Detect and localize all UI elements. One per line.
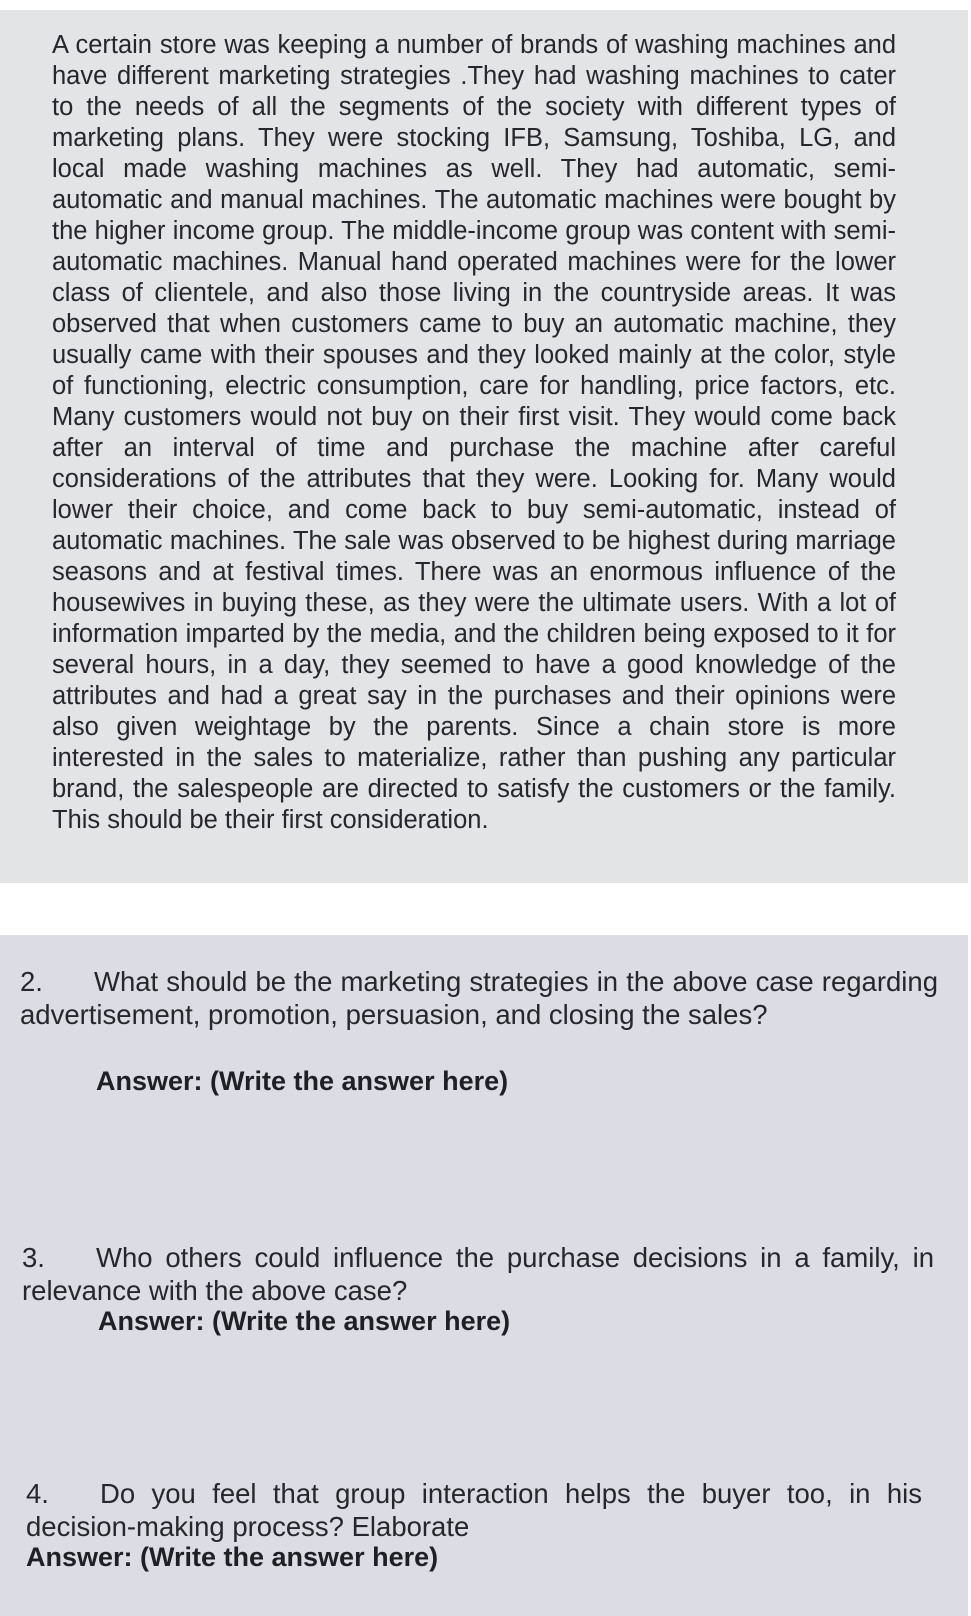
question-number: 3. (22, 1242, 45, 1273)
questions-panel (0, 935, 968, 1616)
question-text: Who others could influence the purchase decisions in a family, in relevance with the above case? (22, 1242, 934, 1306)
question-2 (20, 965, 938, 1031)
question-4 (26, 1477, 922, 1543)
case-study-panel (0, 10, 968, 883)
case-study-paragraph: A certain store was keeping a number of brands of washing machines and have different marketing strategies .They had washing machines to cater to the needs of all the segments of the society with different types of marketing plans. They were stocking IFB, Samsung, Toshiba, LG, and local made washing machines as well. They had automatic, semi-automatic and manual machines. The automatic machines were bought by the higher income group. The middle-income group was content with semi-automatic machines. Manual hand operated machines were for the lower class of clientele, and also those living in the countryside areas. It was observed that when customers came to buy an automatic machine, they usually came with their spouses and they looked mainly at the color, style of functioning, electric consumption, care for handling, price factors, etc. Many customers would not buy on their first visit. They would come back after an interval of time and purchase the machine after careful considerations of the attributes that they were. Looking for. Many would lower their choice, and come back to buy semi-automatic, instead of automatic machines. The sale was observed to be highest during marriage seasons and at festival times. There was an enormous influence of the housewives in buying these, as they were the ultimate users. With a lot of information imparted by the media, and the children being exposed to it for several hours, in a day, they seemed to have a good knowledge of the attributes and had a great say in the purchases and their opinions were also given weightage by the parents. Since a chain store is more interested in the sales to materialize, rather than pushing any particular brand, the salespeople are directed to satisfy the customers or the family. This should be their first consideration. (52, 31, 896, 834)
answer-prompt-2[interactable]: Answer: (Write the answer here) (96, 1066, 509, 1096)
question-3 (22, 1241, 934, 1307)
answer-prompt-3[interactable]: Answer: (Write the answer here) (98, 1306, 511, 1336)
question-text: What should be the marketing strategies in the above case regarding advertisement, promotion, persuasion, and closing the sales? (20, 966, 938, 1030)
question-text: Do you feel that group interaction helps the buyer too, in his decision-making process? Elaborate (26, 1478, 922, 1542)
question-number: 2. (20, 966, 43, 997)
question-number: 4. (26, 1478, 49, 1509)
answer-prompt-4[interactable]: Answer: (Write the answer here) (26, 1542, 439, 1572)
